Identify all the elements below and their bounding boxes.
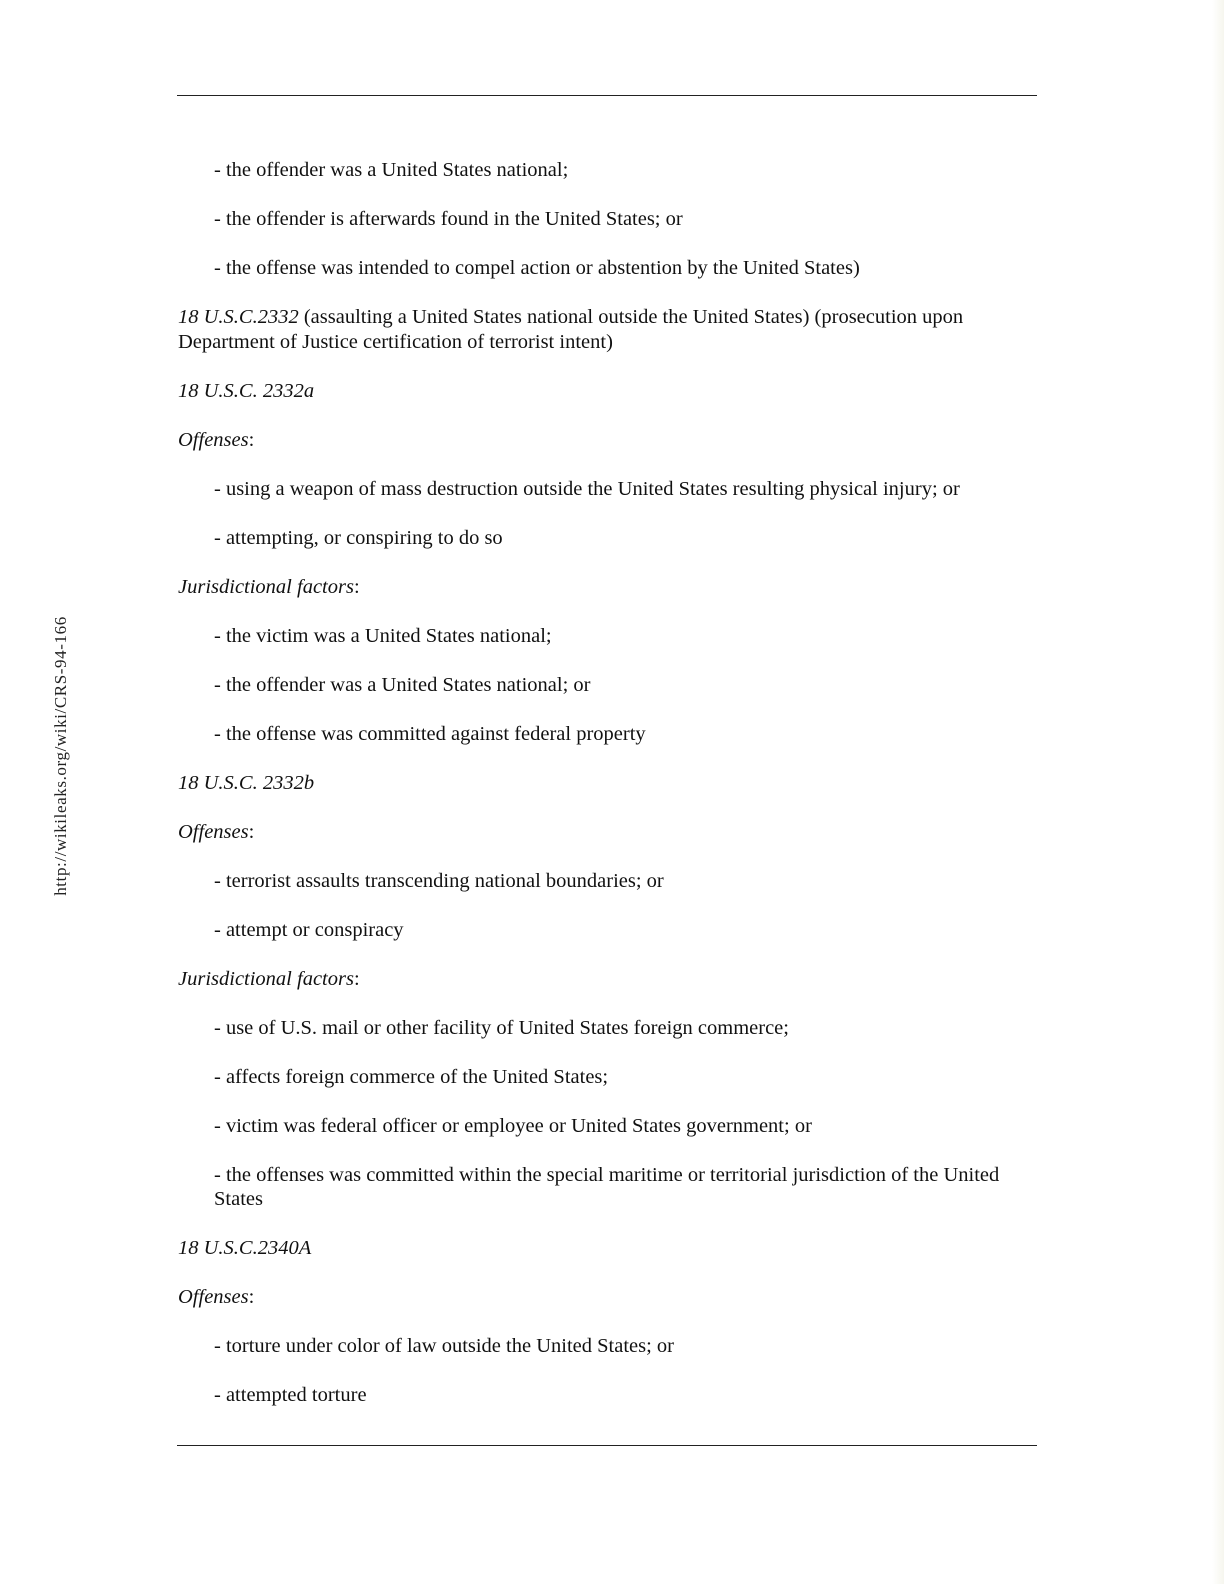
list-item: - use of U.S. mail or other facility of United States foreign commerce;: [214, 1016, 789, 1039]
list-item: - the offender is afterwards found in the United States; or: [214, 208, 683, 230]
offenses-label: Offenses: [178, 1286, 249, 1308]
jurisdiction-label: Jurisdictional factors: [178, 967, 354, 990]
colon: :: [248, 428, 255, 451]
list-item: - victim was federal officer or employee or United States government; or: [214, 1114, 812, 1137]
footer-rule: [177, 1445, 1037, 1446]
offenses-label: Offenses: [178, 428, 249, 451]
colon: :: [248, 820, 255, 843]
list-item: - attempted torture: [214, 1384, 367, 1406]
list-item: - the offender was a United States national;: [214, 159, 569, 181]
list-item: - attempt or conspiracy: [214, 918, 404, 941]
jurisdiction-label: Jurisdictional factors: [178, 575, 354, 598]
list-item: - attempting, or conspiring to do so: [214, 526, 503, 549]
jurisdiction-heading: [178, 967, 1028, 992]
offenses-heading: [178, 1285, 1028, 1310]
list-item: - torture under color of law outside the United States; or: [214, 1335, 674, 1357]
page-edge-shading: [1212, 0, 1224, 1584]
document-body: [178, 158, 1028, 1432]
source-url-watermark: http://wikileaks.org/wiki/CRS-94-166: [51, 616, 70, 896]
header-rule: [177, 95, 1037, 96]
list-item: - terrorist assaults transcending national boundaries; or: [214, 869, 664, 892]
statute-citation: 18 U.S.C. 2332a: [178, 379, 315, 402]
colon: :: [353, 575, 360, 598]
statute-description: (assaulting a United States national outside the United States) (prosecution upon Department of Justice certification of terrorist intent): [178, 306, 964, 353]
offenses-label: Offenses: [178, 820, 249, 843]
list-item: - the offense was intended to compel action or abstention by the United States): [214, 257, 860, 279]
list-item: - the offender was a United States national; or: [214, 673, 591, 696]
statute-citation: 18 U.S.C.2332: [178, 306, 299, 328]
colon: :: [248, 1286, 255, 1308]
offenses-heading: [178, 428, 1028, 453]
offenses-heading: [178, 820, 1028, 845]
list-item: - the offense was committed against federal property: [214, 722, 646, 745]
list-item: - the offenses was committed within the special maritime or territorial jurisdiction of the United States: [214, 1163, 1000, 1210]
list-item: - using a weapon of mass destruction outside the United States resulting physical injury; or: [214, 477, 960, 500]
jurisdiction-heading: [178, 575, 1028, 600]
colon: :: [353, 967, 360, 990]
list-item: - the victim was a United States national;: [214, 624, 552, 647]
statute-2332-paragraph: [178, 305, 1028, 354]
statute-citation: 18 U.S.C.2340A: [178, 1237, 312, 1259]
list-item: - affects foreign commerce of the United States;: [214, 1065, 609, 1088]
statute-citation: 18 U.S.C. 2332b: [178, 771, 315, 794]
